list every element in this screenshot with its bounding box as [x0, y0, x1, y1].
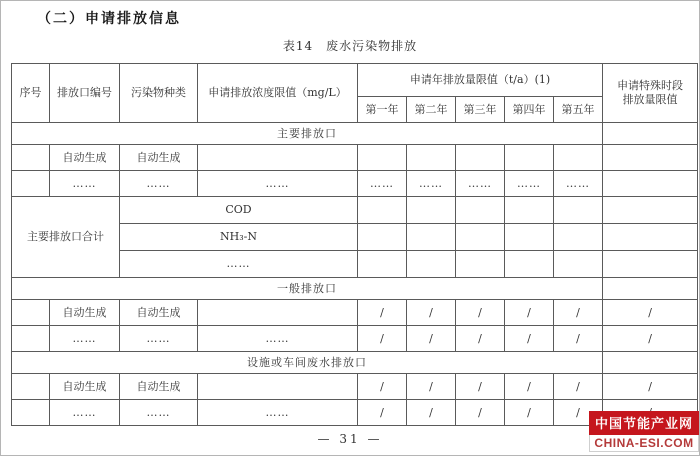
pollutant-auto-generated: 自动生成: [120, 374, 198, 400]
slash-cell: /: [407, 300, 456, 326]
slash-cell: /: [554, 400, 603, 426]
slash-cell: /: [505, 300, 554, 326]
outlet-auto-generated: 自动生成: [50, 300, 120, 326]
ellipsis-cell: ……: [407, 171, 456, 197]
ellipsis-cell: ……: [456, 171, 505, 197]
ellipsis-cell: ……: [120, 251, 358, 278]
empty-cell: [456, 145, 505, 171]
slash-cell: /: [358, 326, 407, 352]
ellipsis-cell: ……: [50, 326, 120, 352]
ellipsis-cell: ……: [50, 171, 120, 197]
empty-cell: [456, 224, 505, 251]
empty-cell: [554, 145, 603, 171]
slash-cell: /: [358, 400, 407, 426]
slash-cell: /: [358, 374, 407, 400]
watermark-china-esi: [589, 411, 699, 452]
ellipsis-cell: ……: [554, 171, 603, 197]
empty-cell: [456, 197, 505, 224]
table-row-general-ellipsis: [12, 326, 698, 352]
col-header-year2: 第二年: [407, 97, 456, 123]
empty-cell: [198, 300, 358, 326]
empty-cell: [603, 251, 698, 278]
slash-cell: /: [505, 326, 554, 352]
table-row-general-auto: [12, 300, 698, 326]
slash-cell: /: [505, 374, 554, 400]
slash-cell: /: [407, 400, 456, 426]
empty-cell: [358, 145, 407, 171]
ellipsis-cell: ……: [198, 171, 358, 197]
empty-cell: [12, 400, 50, 426]
empty-cell: [358, 224, 407, 251]
main-total-label: 主要排放口合计: [12, 197, 120, 278]
empty-cell: [603, 123, 698, 145]
section-header-general-outlet: [12, 278, 698, 300]
empty-cell: [12, 171, 50, 197]
slash-cell: /: [554, 300, 603, 326]
table-caption: 表14 废水污染物排放: [282, 39, 418, 53]
ellipsis-cell: ……: [120, 171, 198, 197]
empty-cell: [12, 374, 50, 400]
slash-cell: /: [505, 400, 554, 426]
slash-cell: /: [603, 374, 698, 400]
table-row-main-ellipsis: [12, 171, 698, 197]
empty-cell: [603, 224, 698, 251]
empty-cell: [554, 224, 603, 251]
pollutant-cod: COD: [120, 197, 358, 224]
empty-cell: [407, 145, 456, 171]
slash-cell: /: [456, 300, 505, 326]
outlet-auto-generated: 自动生成: [50, 374, 120, 400]
col-header-annual-limit: 申请年排放量限值（t/a）(1): [358, 64, 603, 97]
empty-cell: [407, 197, 456, 224]
empty-cell: [603, 352, 698, 374]
slash-cell: /: [603, 300, 698, 326]
empty-cell: [505, 224, 554, 251]
ellipsis-cell: ……: [198, 326, 358, 352]
ellipsis-cell: ……: [50, 400, 120, 426]
col-header-year3: 第三年: [456, 97, 505, 123]
ellipsis-cell: ……: [120, 400, 198, 426]
col-header-pollutant: 污染物种类: [120, 64, 198, 123]
slash-cell: /: [456, 326, 505, 352]
col-header-year5: 第五年: [554, 97, 603, 123]
table-row-main-auto: [12, 145, 698, 171]
slash-cell: /: [554, 374, 603, 400]
slash-cell: /: [554, 326, 603, 352]
empty-cell: [198, 374, 358, 400]
empty-cell: [603, 197, 698, 224]
empty-cell: [505, 251, 554, 278]
section-heading: （二）申请排放信息: [37, 11, 181, 27]
empty-cell: [603, 171, 698, 197]
table-row-main-total-cod: [12, 197, 698, 224]
col-header-special: [603, 64, 698, 123]
ellipsis-cell: ……: [198, 400, 358, 426]
header-row-1: [12, 64, 698, 97]
col-header-outlet: 排放口编号: [50, 64, 120, 123]
empty-cell: [12, 326, 50, 352]
empty-cell: [12, 300, 50, 326]
empty-cell: [603, 145, 698, 171]
section-title-main-outlet: 主要排放口: [12, 123, 603, 145]
slash-cell: /: [407, 326, 456, 352]
col-header-concentration: 申请排放浓度限值（mg/L）: [198, 64, 358, 123]
pollutant-auto-generated: 自动生成: [120, 300, 198, 326]
slash-cell: /: [456, 374, 505, 400]
empty-cell: [554, 197, 603, 224]
ellipsis-cell: ……: [120, 326, 198, 352]
watermark-domain: CHINA-ESI.COM: [589, 435, 699, 452]
col-header-no: 序号: [12, 64, 50, 123]
empty-cell: [407, 251, 456, 278]
ellipsis-cell: ……: [358, 171, 407, 197]
pollutant-nh3n: NH₃-N: [120, 224, 358, 251]
outlet-auto-generated: 自动生成: [50, 145, 120, 171]
col-header-special-line1: 申请特殊时段: [617, 79, 684, 93]
empty-cell: [505, 197, 554, 224]
page-number: — 31 —: [317, 432, 383, 446]
slash-cell: /: [407, 374, 456, 400]
col-header-special-line2: 排放量限值: [622, 93, 678, 106]
col-header-year4: 第四年: [505, 97, 554, 123]
empty-cell: [358, 251, 407, 278]
empty-cell: [407, 224, 456, 251]
slash-cell: /: [603, 326, 698, 352]
empty-cell: [505, 145, 554, 171]
section-title-facility-outlet: 设施或车间废水排放口: [12, 352, 603, 374]
empty-cell: [603, 278, 698, 300]
slash-cell: /: [456, 400, 505, 426]
ellipsis-cell: ……: [505, 171, 554, 197]
col-header-year1: 第一年: [358, 97, 407, 123]
pollutant-auto-generated: 自动生成: [120, 145, 198, 171]
section-title-general-outlet: 一般排放口: [12, 278, 603, 300]
section-header-main-outlet: [12, 123, 698, 145]
empty-cell: [358, 197, 407, 224]
table-row-facility-auto: [12, 374, 698, 400]
section-header-facility-outlet: [12, 352, 698, 374]
wastewater-emission-table: [11, 63, 698, 426]
empty-cell: [456, 251, 505, 278]
empty-cell: [198, 145, 358, 171]
empty-cell: [554, 251, 603, 278]
slash-cell: /: [358, 300, 407, 326]
watermark-chinese-name: 中国节能产业网: [589, 411, 699, 435]
empty-cell: [12, 145, 50, 171]
